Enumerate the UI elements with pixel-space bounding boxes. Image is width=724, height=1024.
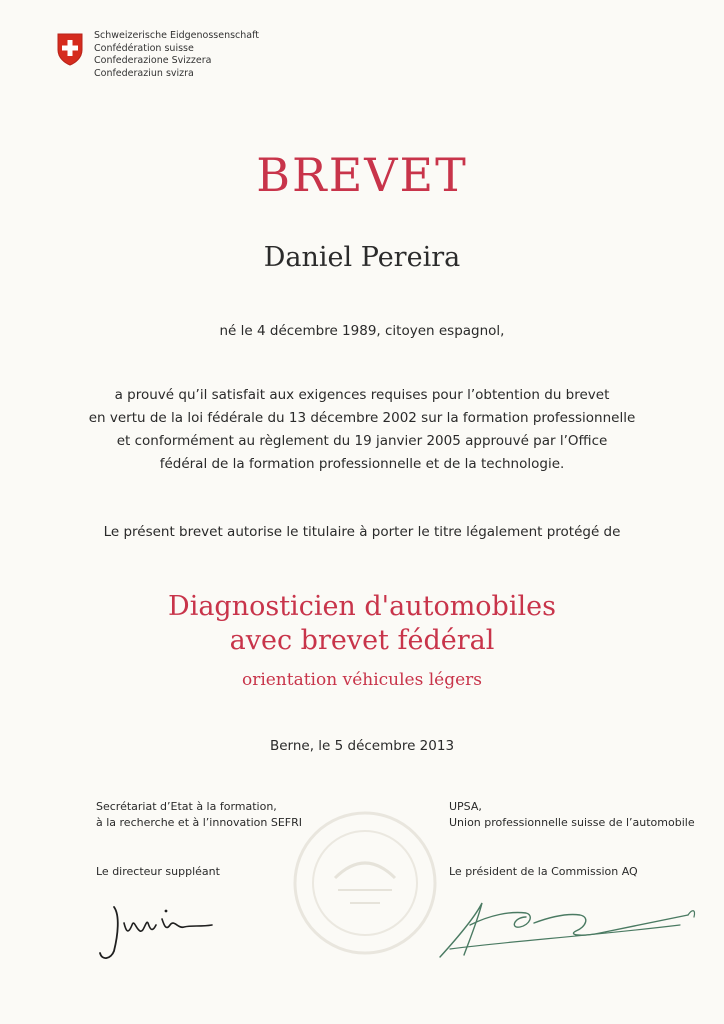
body-line: en vertu de la loi fédérale du 13 décembre 2002 sur la formation professionnelle	[88, 410, 636, 426]
federation-name-rm: Confederaziun svizra	[94, 67, 194, 79]
profession-title-line: Diagnosticien d'automobiles	[168, 591, 556, 622]
certificate-title: BREVET	[256, 148, 468, 202]
left-signature-icon	[96, 895, 226, 965]
organization-line: UPSA,	[449, 800, 482, 813]
organization-line: Secrétariat d’Etat à la formation,	[96, 800, 277, 813]
certificate-body	[0, 384, 724, 476]
left-signatory-role: Le directeur suppléant	[96, 865, 220, 878]
profession-title-line: avec brevet fédéral	[229, 625, 495, 656]
profession-title	[0, 590, 724, 658]
birth-line: né le 4 décembre 1989, citoyen espagnol,	[219, 323, 505, 339]
organization-line: à la recherche et à l’innovation SEFRI	[96, 815, 302, 829]
holder-name: Daniel Pereira	[263, 242, 461, 273]
body-line: a prouvé qu’il satisfait aux exigences requises pour l’obtention du brevet	[114, 387, 610, 403]
federation-name-de: Schweizerische Eidgenossenschaft	[94, 30, 260, 41]
federation-name-it: Confederazione Svizzera	[94, 55, 212, 66]
body-line: fédéral de la formation professionnelle et de la technologie.	[159, 456, 565, 472]
federation-name-block	[94, 30, 259, 80]
embossed-seal-icon	[290, 808, 440, 958]
profession-orientation: orientation véhicules légers	[241, 670, 483, 690]
federation-name-fr: Confédération suisse	[94, 42, 194, 54]
body-line: et conformément au règlement du 19 janvier 2005 approuvé par l’Office	[116, 433, 608, 449]
authorization-line: Le présent brevet autorise le titulaire à porter le titre légalement protégé de	[103, 524, 621, 540]
right-signature-icon	[430, 895, 700, 970]
swiss-cross-icon	[56, 32, 84, 66]
organization-line: Union professionnelle suisse de l’automobile	[449, 815, 695, 829]
left-signatory-organization	[96, 799, 302, 830]
place-date: Berne, le 5 décembre 2013	[269, 738, 455, 754]
right-signatory-role: Le président de la Commission AQ	[449, 865, 638, 878]
right-signatory-organization	[449, 799, 695, 830]
